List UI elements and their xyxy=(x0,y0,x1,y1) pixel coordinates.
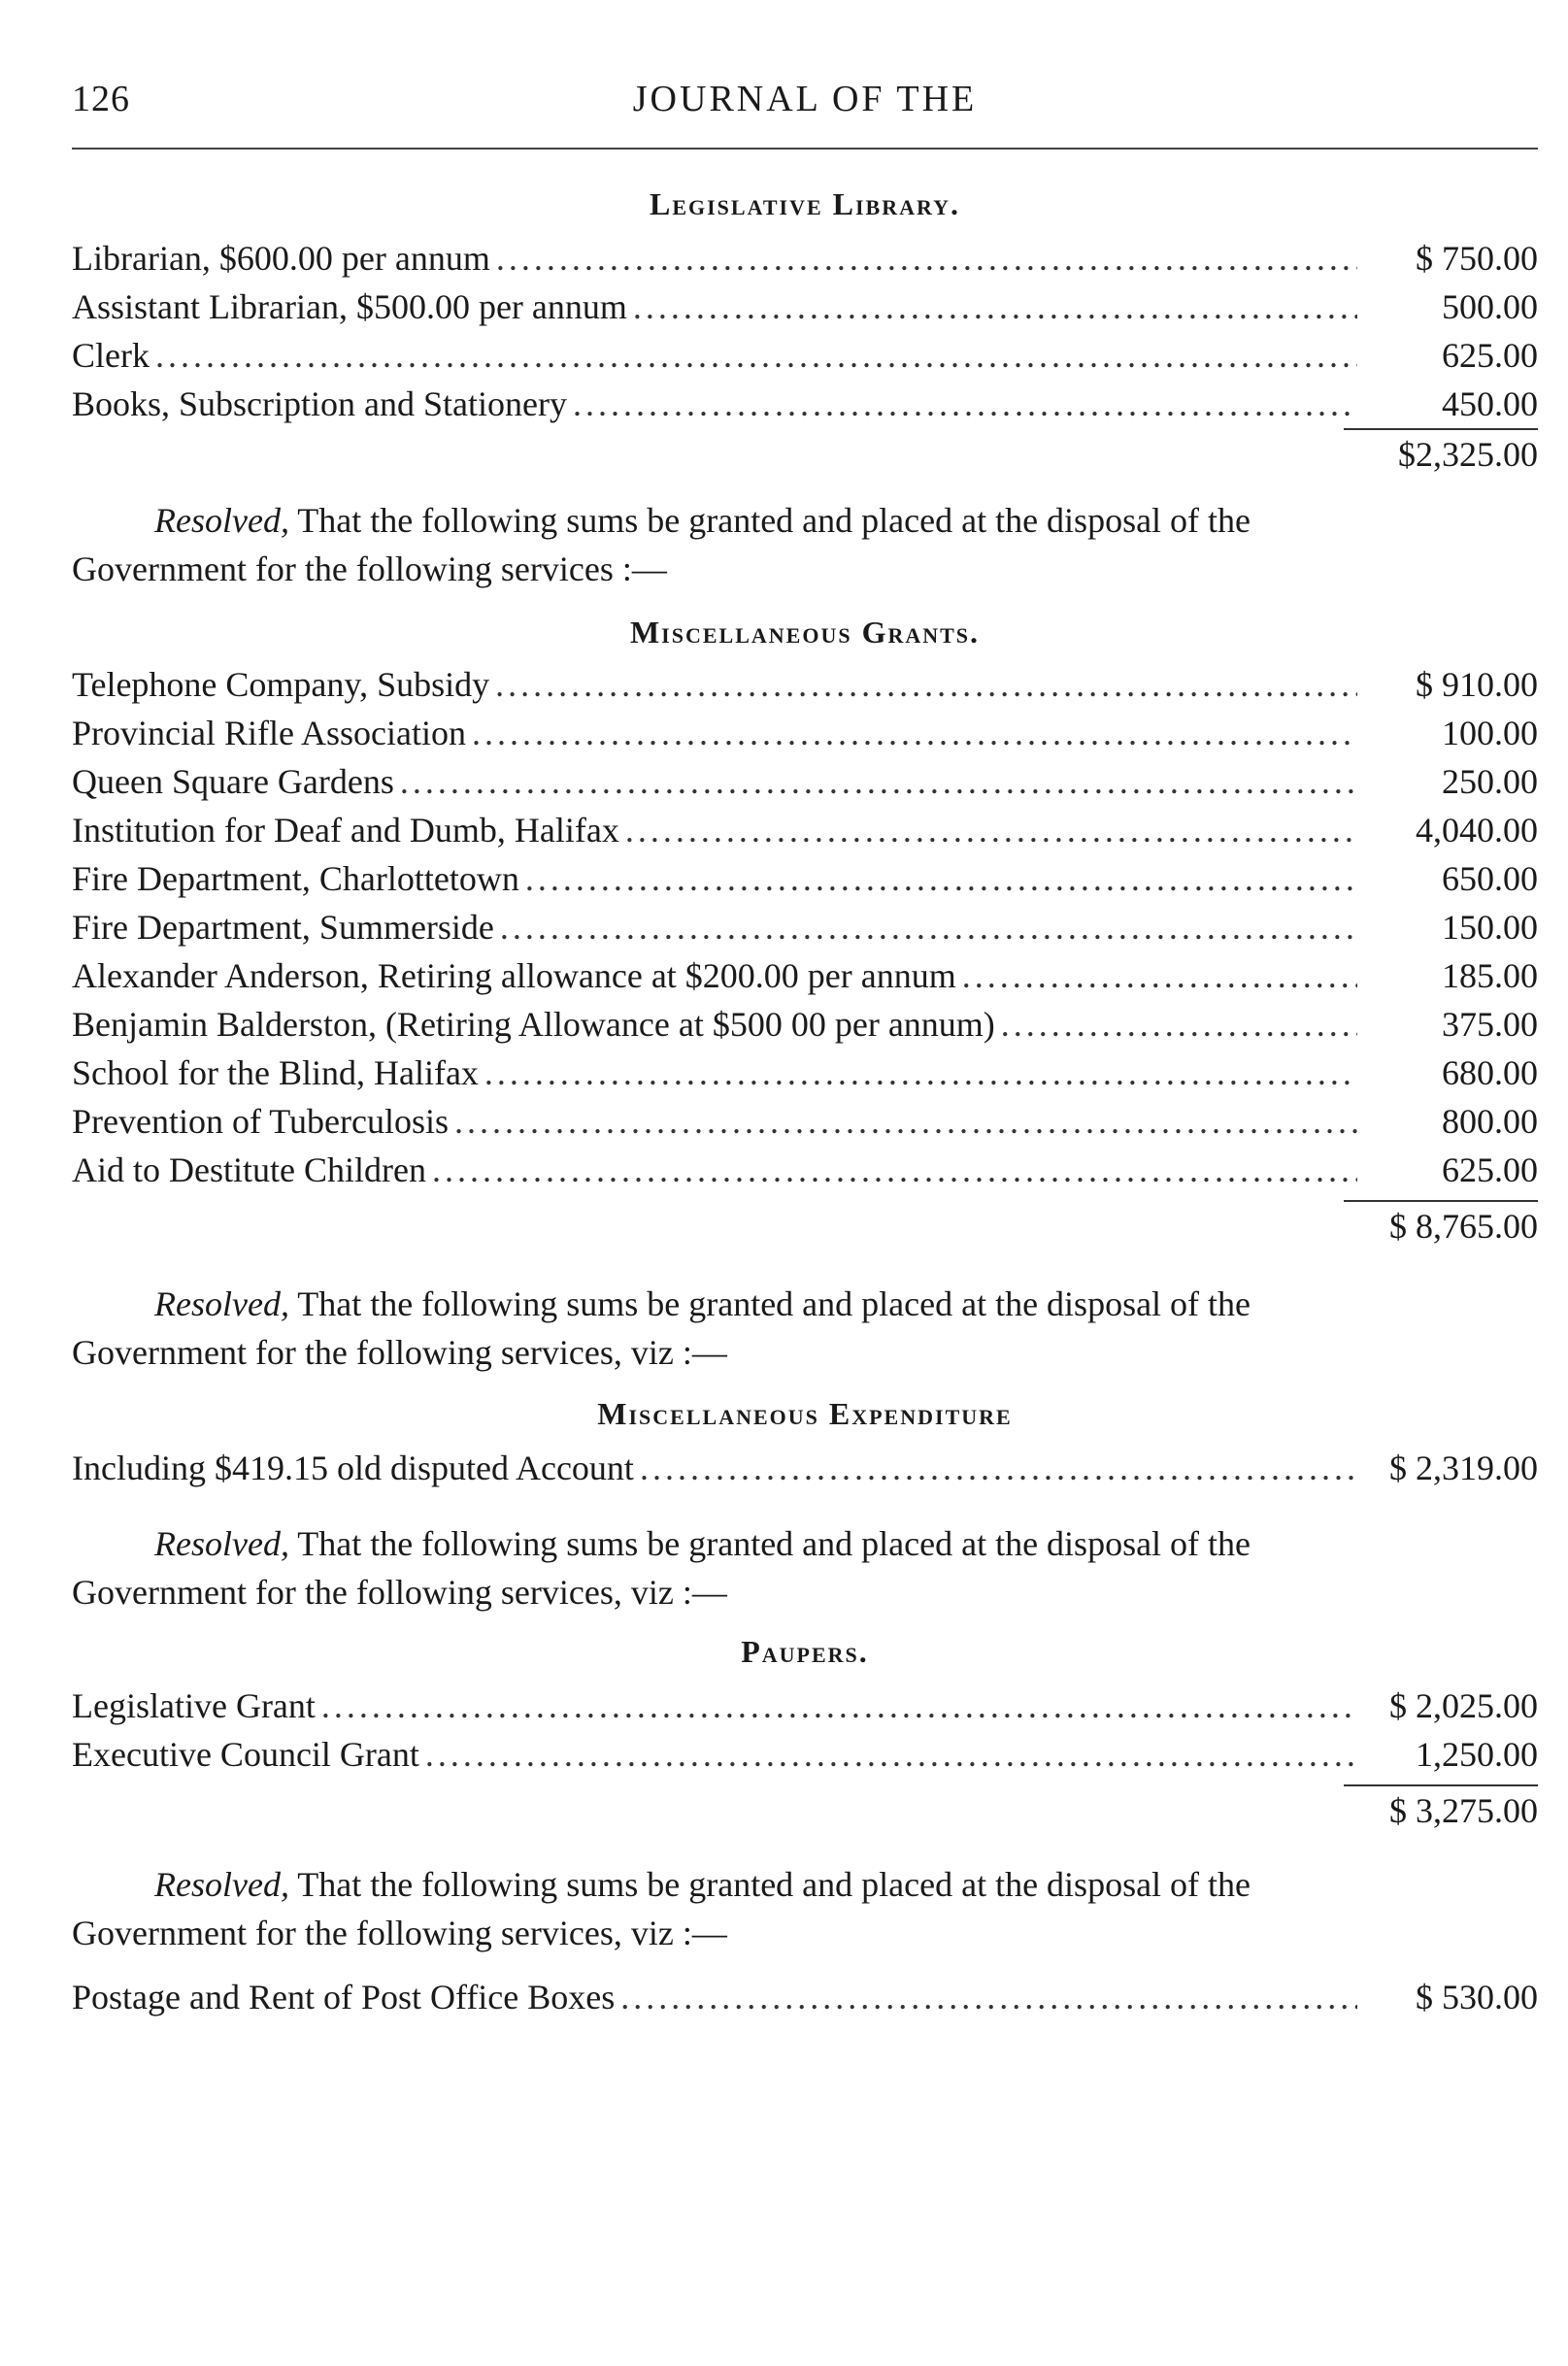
resolution-text: That the following sums be granted and placed at the disposal of the Government for the following services, viz :— xyxy=(72,1865,1251,1952)
list-item xyxy=(72,806,1538,854)
item-amount: 375.00 xyxy=(1442,1005,1538,1044)
dot-leader xyxy=(484,1049,1357,1097)
section-total: $2,325.00 xyxy=(1344,428,1538,475)
dot-leader xyxy=(962,951,1357,1000)
item-label: Alexander Anderson, Retiring allowance at $200.00 per annum xyxy=(72,956,956,995)
item-label: Provincial Rifle Association xyxy=(72,714,466,752)
resolution-paragraph xyxy=(72,1860,1538,1957)
postage-list xyxy=(72,1973,1538,2021)
dot-leader xyxy=(640,1444,1357,1492)
list-item xyxy=(72,380,1538,428)
item-label: School for the Blind, Halifax xyxy=(72,1053,479,1092)
item-amount: 680.00 xyxy=(1442,1053,1538,1092)
item-label: Fire Department, Summerside xyxy=(72,908,494,947)
section-total-row xyxy=(72,428,1538,475)
item-amount: 100.00 xyxy=(1442,714,1538,752)
item-label: Executive Council Grant xyxy=(72,1735,419,1774)
resolution-paragraph xyxy=(72,1280,1538,1377)
dot-leader xyxy=(1001,1000,1357,1049)
list-item xyxy=(72,1049,1538,1097)
dot-leader xyxy=(525,854,1357,903)
list-item xyxy=(72,283,1538,331)
page-number: 126 xyxy=(72,79,130,119)
dot-leader xyxy=(573,380,1357,428)
item-label: Books, Subscription and Stationery xyxy=(72,384,567,423)
item-label: Assistant Librarian, $500.00 per annum xyxy=(72,287,627,326)
dot-leader xyxy=(400,757,1357,806)
item-amount: $ 2,025.00 xyxy=(1389,1686,1538,1725)
running-head xyxy=(72,68,1538,136)
dot-leader xyxy=(321,1682,1357,1730)
dot-leader xyxy=(472,709,1357,757)
item-amount: 800.00 xyxy=(1442,1102,1538,1141)
resolution-text: That the following sums be granted and placed at the disposal of the Government for the following services :— xyxy=(72,501,1251,588)
dot-leader xyxy=(633,283,1357,331)
section-total-row xyxy=(72,1784,1538,1831)
item-label: Clerk xyxy=(72,336,150,375)
dot-leader xyxy=(500,903,1357,951)
list-item xyxy=(72,757,1538,806)
item-amount: $ 2,319.00 xyxy=(1389,1449,1538,1487)
dot-leader xyxy=(495,660,1357,709)
item-amount: 450.00 xyxy=(1442,384,1538,423)
resolved-lead: Resolved, xyxy=(154,1284,289,1323)
dot-leader xyxy=(155,331,1357,380)
section-total-row xyxy=(72,1200,1538,1247)
list-item xyxy=(72,1146,1538,1194)
item-label: Including $419.15 old disputed Account xyxy=(72,1449,634,1487)
item-label: Benjamin Balderston, (Retiring Allowance at $500 00 per annum) xyxy=(72,1005,995,1044)
resolution-text: That the following sums be granted and placed at the disposal of the Government for the following services, viz :— xyxy=(72,1524,1251,1612)
item-label: Institution for Deaf and Dumb, Halifax xyxy=(72,811,619,850)
item-amount: $ 910.00 xyxy=(1416,665,1538,704)
list-item xyxy=(72,903,1538,951)
legislative-library-list xyxy=(72,234,1538,428)
item-amount: 1,250.00 xyxy=(1416,1735,1538,1774)
misc-expenditure-list xyxy=(72,1444,1538,1492)
dot-leader xyxy=(425,1730,1357,1779)
item-amount: 185.00 xyxy=(1442,956,1538,995)
header-rule xyxy=(72,148,1538,150)
item-amount: 150.00 xyxy=(1442,908,1538,947)
list-item xyxy=(72,951,1538,1000)
journal-page xyxy=(72,68,1538,2021)
item-amount: 500.00 xyxy=(1442,287,1538,326)
item-amount: $ 530.00 xyxy=(1416,1978,1538,2016)
list-item xyxy=(72,1730,1538,1779)
list-item xyxy=(72,660,1538,709)
section-total: $ 3,275.00 xyxy=(1344,1784,1538,1831)
page-title: JOURNAL OF THE xyxy=(632,79,978,119)
item-label: Queen Square Gardens xyxy=(72,762,394,801)
item-label: Postage and Rent of Post Office Boxes xyxy=(72,1978,616,2016)
section-title-paupers: Paupers. xyxy=(741,1634,869,1669)
resolved-lead: Resolved, xyxy=(154,501,289,540)
list-item xyxy=(72,1444,1538,1492)
section-title-misc-expenditure: Miscellaneous Expenditure xyxy=(597,1396,1013,1431)
section-title-legislative-library: Legislative Library. xyxy=(649,186,960,221)
list-item xyxy=(72,1097,1538,1146)
section-title-misc-grants: Miscellaneous Grants. xyxy=(629,615,981,650)
dot-leader xyxy=(432,1146,1357,1194)
item-amount: 625.00 xyxy=(1442,336,1538,375)
item-label: Legislative Grant xyxy=(72,1686,316,1725)
item-label: Prevention of Tuberculosis xyxy=(72,1102,450,1141)
dot-leader xyxy=(625,806,1357,854)
dot-leader xyxy=(620,1973,1357,2021)
resolution-paragraph xyxy=(72,496,1538,593)
dot-leader xyxy=(496,234,1357,283)
item-label: Librarian, $600.00 per annum xyxy=(72,239,490,278)
resolution-paragraph xyxy=(72,1519,1538,1616)
list-item xyxy=(72,709,1538,757)
misc-grants-list xyxy=(72,660,1538,1194)
item-amount: $ 750.00 xyxy=(1416,239,1538,278)
list-item xyxy=(72,1682,1538,1730)
list-item xyxy=(72,234,1538,283)
resolution-text: That the following sums be granted and placed at the disposal of the Government for the following services, viz :— xyxy=(72,1284,1251,1372)
item-label: Aid to Destitute Children xyxy=(72,1150,426,1189)
list-item xyxy=(72,331,1538,380)
item-amount: 4,040.00 xyxy=(1416,811,1538,850)
item-label: Fire Department, Charlottetown xyxy=(72,859,519,898)
resolved-lead: Resolved, xyxy=(154,1524,289,1563)
list-item xyxy=(72,1973,1538,2021)
list-item xyxy=(72,854,1538,903)
list-item xyxy=(72,1000,1538,1049)
section-total: $ 8,765.00 xyxy=(1344,1200,1538,1247)
resolved-lead: Resolved, xyxy=(154,1865,289,1904)
item-amount: 625.00 xyxy=(1442,1150,1538,1189)
item-amount: 250.00 xyxy=(1442,762,1538,801)
item-amount: 650.00 xyxy=(1442,859,1538,898)
dot-leader xyxy=(454,1097,1357,1146)
paupers-list xyxy=(72,1682,1538,1779)
item-label: Telephone Company, Subsidy xyxy=(72,665,490,704)
